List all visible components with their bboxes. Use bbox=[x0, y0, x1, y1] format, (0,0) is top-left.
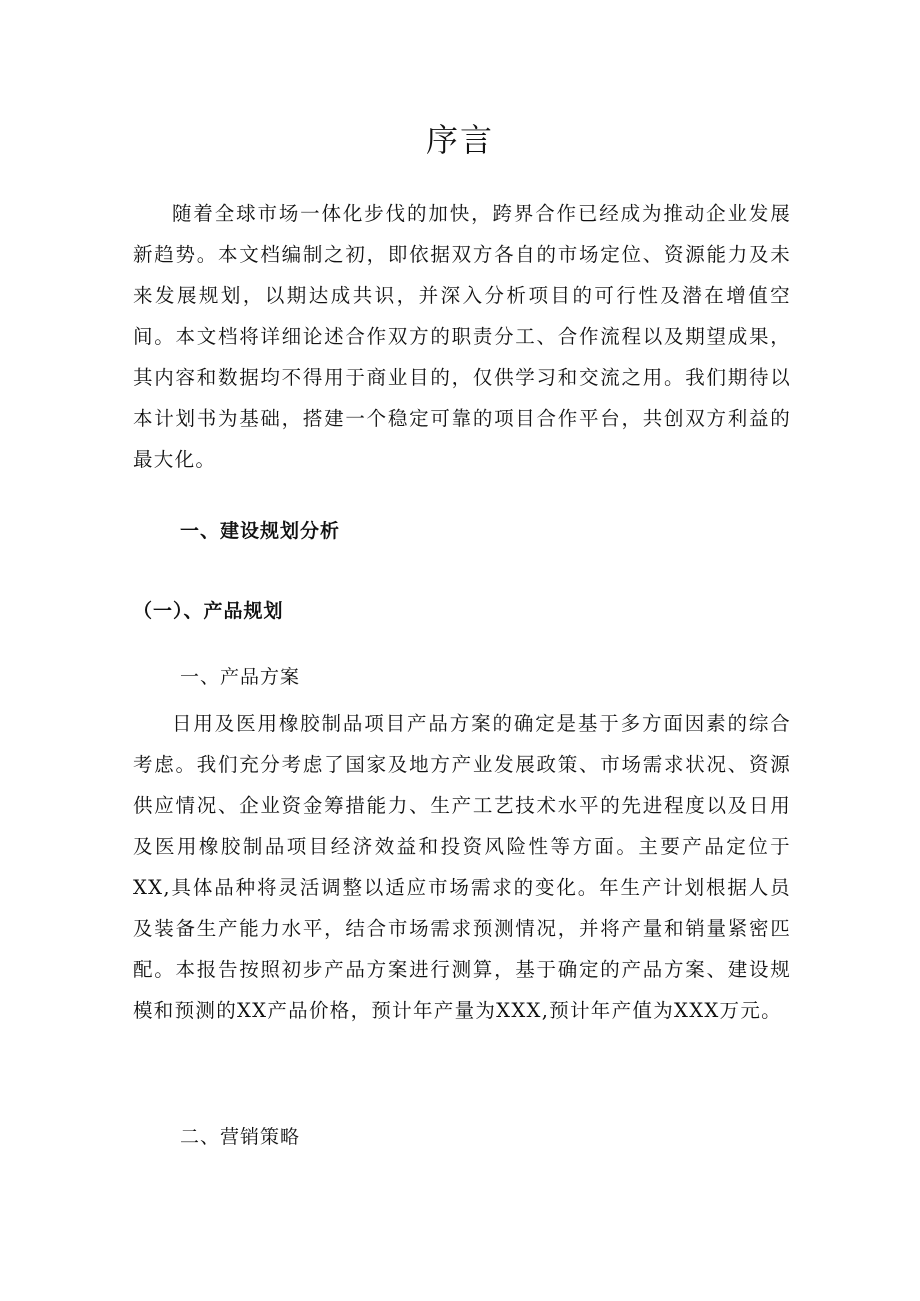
intro-paragraph: 随着全球市场一体化步伐的加快，跨界合作已经成为推动企业发展新趋势。本文档编制之初，即依据双方各自的市场定位、资源能力及未来发展规划，以期达成共识，并深入分析项目的可行性及潜在增值空间。本文档将详细论述合作双方的职责分工、合作流程以及期望成果，其内容和数据均不得用于商业目的，仅供学习和交流之用。我们期待以本计划书为基础，搭建一个稳定可靠的项目合作平台，共创双方利益的最大化。 bbox=[133, 202, 791, 471]
section-heading-construction-planning: 一、建设规划分析 bbox=[180, 520, 341, 542]
product-plan-paragraph: 日用及医用橡胶制品项目产品方案的确定是基于多方面因素的综合考虑。我们充分考虑了国家及地方产业发展政策、市场需求状况、资源供应情况、企业资金筹措能力、生产工艺技术水平的先进程度以及日用及医用橡胶制品项目经济效益和投资风险性等方面。主要产品定位于XX,具体品种将灵活调整以适应市场需求的变化。年生产计划根据人员及装备生产能力水平，结合市场需求预测情况，并将产量和销量紧密匹配。本报告按照初步产品方案进行测算，基于确定的产品方案、建设规模和预测的XX产品价格，预计年产量为XXX,预计年产值为XXX万元。 bbox=[133, 712, 791, 1022]
item-heading-product-plan: 一、产品方案 bbox=[180, 666, 301, 688]
subsection-heading-product-planning: （一）、产品规划 bbox=[133, 600, 284, 622]
item-heading-marketing-strategy: 二、营销策略 bbox=[180, 1126, 301, 1148]
page-title: 序言 bbox=[425, 121, 494, 159]
